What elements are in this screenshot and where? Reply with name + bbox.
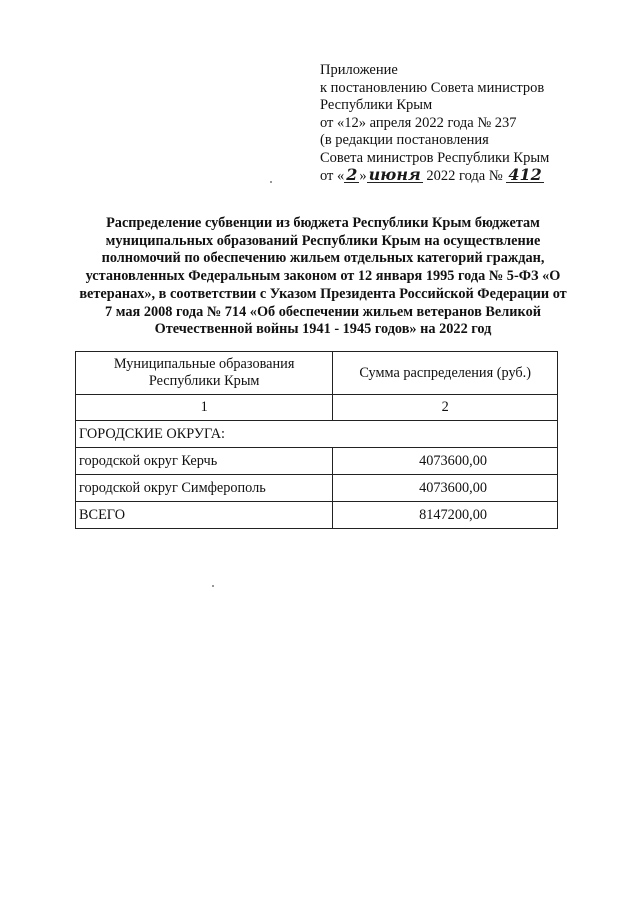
- municipality-name: городской округ Керчь: [76, 448, 333, 475]
- resolution-ref-line: к постановлению Совета министров: [320, 79, 545, 96]
- original-date-line: от «12» апреля 2022 года № 237: [320, 114, 517, 131]
- total-label: ВСЕГО: [76, 502, 333, 529]
- column-number-row: [76, 395, 558, 421]
- municipality-name: городской округ Симферополь: [76, 475, 333, 502]
- date-prefix: от «: [320, 167, 345, 184]
- total-row: [76, 502, 558, 529]
- date-year: 2022 года №: [422, 167, 507, 184]
- handwritten-number: 412: [508, 164, 542, 184]
- appendix-label: Приложение: [320, 62, 398, 78]
- column-header-amount: Сумма распределения (руб.): [333, 352, 558, 395]
- section-row: [76, 421, 558, 448]
- scan-speck: [212, 585, 214, 587]
- date-mid: »: [359, 167, 367, 184]
- republic-line: Республики Крым: [320, 97, 433, 114]
- column-number-1: 1: [76, 395, 333, 421]
- column-number-2: 2: [333, 395, 558, 421]
- section-label: ГОРОДСКИЕ ОКРУГА:: [76, 421, 558, 448]
- distribution-table: [75, 351, 558, 529]
- document-title: Распределение субвенции из бюджета Республики Крым бюджетам муниципальных образований Республики Крым на осуществление полномочий по обеспечению жильем отдельных категорий граждан, установленных Федеральным законом от 12 января 1995 года № 5-ФЗ «О ветеранах», в соответствии с Указом Президента Российской Федерации от 7 мая 2008 года № 714 «Об обеспечении жильем ветеранов Великой Отечественной войны 1941 - 1945 годов» на 2022 год: [79, 215, 567, 338]
- appendix-header: [320, 62, 620, 185]
- distribution-amount: 4073600,00: [333, 475, 558, 502]
- amendment-date-line: [320, 164, 620, 186]
- handwritten-month: июня: [368, 164, 421, 184]
- council-line: Совета министров Республики Крым: [320, 149, 550, 166]
- table-row: [76, 448, 558, 475]
- amendment-line: (в редакции постановления: [320, 132, 489, 149]
- scan-speck: [270, 181, 272, 183]
- distribution-amount: 4073600,00: [333, 448, 558, 475]
- table-row: [76, 475, 558, 502]
- column-header-municipality: Муниципальные образования Республики Крым: [76, 352, 333, 395]
- handwritten-day: 2: [346, 164, 358, 184]
- table-header-row: [76, 352, 558, 395]
- total-amount: 8147200,00: [333, 502, 558, 529]
